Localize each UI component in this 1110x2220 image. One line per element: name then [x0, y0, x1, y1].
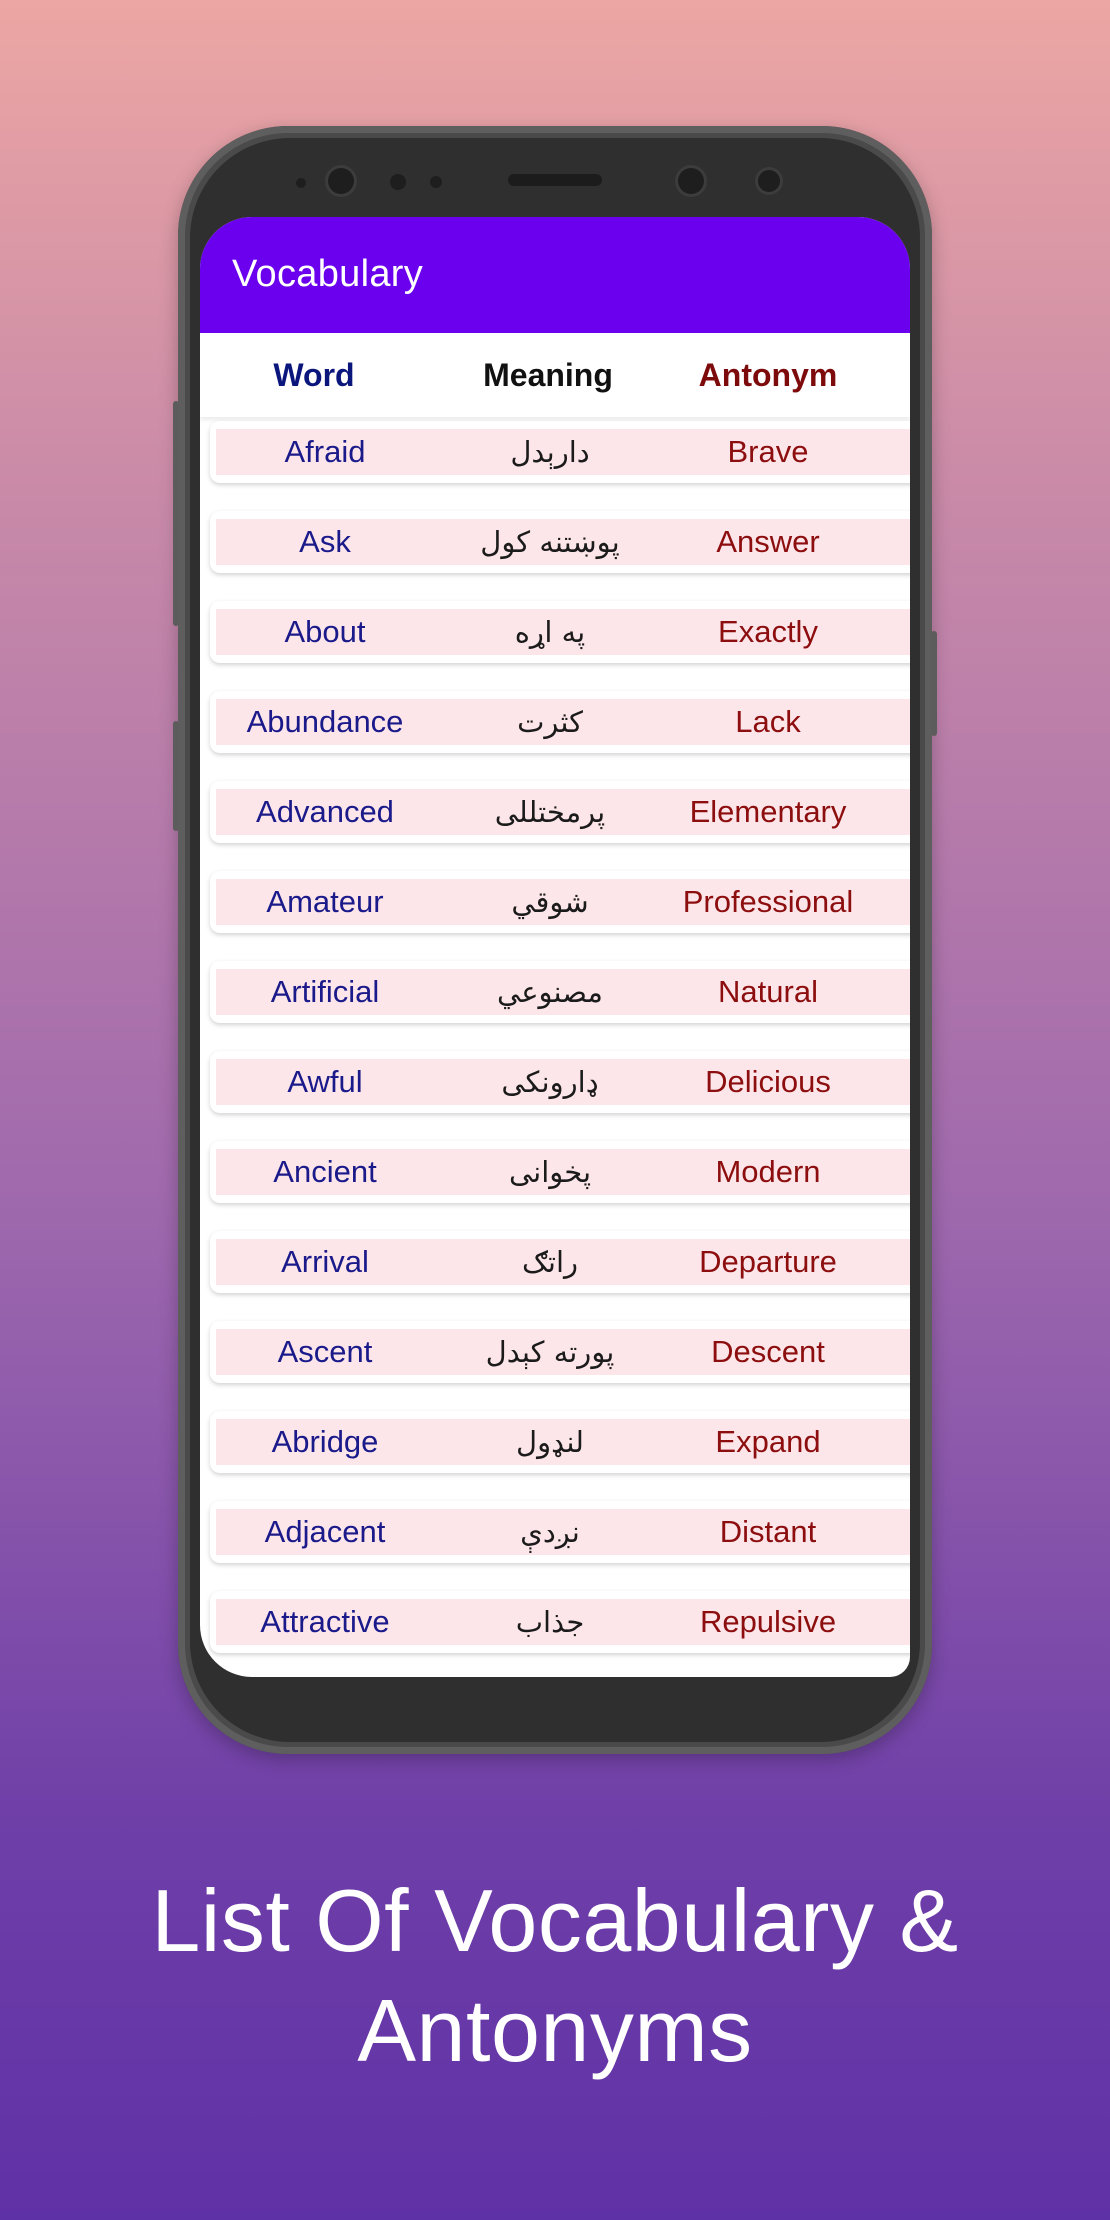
camera-lens-icon	[758, 170, 780, 192]
list-item[interactable]	[210, 691, 910, 753]
app-bar	[200, 217, 910, 333]
antonym-cell: Lack	[735, 704, 801, 739]
meaning-cell: پخوانی	[508, 1155, 592, 1189]
app-screen	[200, 217, 910, 1677]
word-cell: Ask	[299, 524, 351, 559]
caption-line-2: Antonyms	[357, 1981, 753, 2080]
list-item[interactable]	[210, 1411, 910, 1473]
caption-line-1: List Of Vocabulary &	[151, 1871, 959, 1970]
word-cell: Artificial	[270, 974, 380, 1009]
antonym-cell: Professional	[682, 884, 854, 919]
list-item[interactable]	[210, 961, 910, 1023]
list-item[interactable]	[210, 871, 910, 933]
word-cell: Attractive	[260, 1604, 390, 1639]
meaning-cell: ډارونکی	[501, 1065, 599, 1099]
antonym-cell: Expand	[715, 1424, 821, 1459]
sensor-dot	[296, 178, 306, 188]
word-cell: Ancient	[273, 1154, 377, 1189]
promo-caption	[0, 1866, 1110, 2086]
list-item[interactable]	[210, 601, 910, 663]
meaning-cell: نږدې	[520, 1515, 580, 1549]
word-cell: Ascent	[277, 1334, 373, 1369]
power-button	[931, 631, 937, 736]
header-word: Word	[273, 357, 355, 393]
antonym-cell: Descent	[711, 1334, 825, 1369]
meaning-cell: لنډول	[516, 1425, 584, 1459]
antonym-cell: Exactly	[718, 614, 818, 649]
earpiece-speaker	[508, 174, 602, 186]
list-item[interactable]	[210, 421, 910, 483]
volume-button-lower	[173, 721, 179, 831]
sensor-dot	[390, 174, 406, 190]
volume-button	[173, 401, 179, 626]
meaning-cell: دارېدل	[510, 435, 590, 469]
list-item[interactable]	[210, 1231, 910, 1293]
meaning-cell: پورته کېدل	[485, 1335, 615, 1369]
antonym-cell: Natural	[718, 974, 818, 1009]
word-cell: About	[284, 614, 366, 649]
word-cell: Advanced	[256, 794, 394, 829]
antonym-cell: Delicious	[705, 1064, 831, 1099]
word-cell: Amateur	[266, 884, 384, 919]
header-meaning: Meaning	[483, 357, 613, 393]
meaning-cell: شوقي	[511, 885, 589, 919]
list-item[interactable]	[210, 1591, 910, 1653]
camera-lens-icon	[678, 168, 704, 194]
word-cell: Afraid	[284, 434, 366, 469]
meaning-cell: په اړه	[514, 615, 586, 649]
word-cell: Abridge	[271, 1424, 379, 1459]
antonym-cell: Repulsive	[699, 1604, 837, 1639]
list-item[interactable]	[210, 1501, 910, 1563]
antonym-cell: Answer	[716, 524, 820, 559]
antonym-cell: Brave	[727, 434, 809, 469]
list-item[interactable]	[210, 511, 910, 573]
word-cell: Arrival	[281, 1244, 369, 1279]
antonym-cell: Departure	[699, 1244, 837, 1279]
list-item[interactable]	[210, 781, 910, 843]
meaning-cell: مصنوعي	[497, 975, 603, 1009]
meaning-cell: پرمختللی	[494, 795, 606, 829]
antonym-cell: Distant	[719, 1514, 817, 1549]
list-item[interactable]	[210, 1321, 910, 1383]
sensor-dot	[430, 176, 442, 188]
word-cell: Adjacent	[264, 1514, 386, 1549]
header-antonym: Antonym	[698, 357, 838, 393]
meaning-cell: کثرت	[517, 705, 583, 739]
antonym-cell: Elementary	[689, 794, 847, 829]
table-header	[200, 333, 910, 417]
antonym-cell: Modern	[715, 1154, 821, 1189]
meaning-cell: راتګ	[521, 1245, 579, 1279]
word-cell: Awful	[287, 1064, 363, 1099]
front-camera-icon	[328, 168, 354, 194]
list-item[interactable]	[210, 1051, 910, 1113]
app-title: Vocabulary	[232, 253, 424, 295]
word-cell: Abundance	[246, 704, 404, 739]
meaning-cell: جذاب	[515, 1605, 585, 1639]
list-item[interactable]	[210, 1141, 910, 1203]
meaning-cell: پوښتنه کول	[480, 525, 620, 559]
